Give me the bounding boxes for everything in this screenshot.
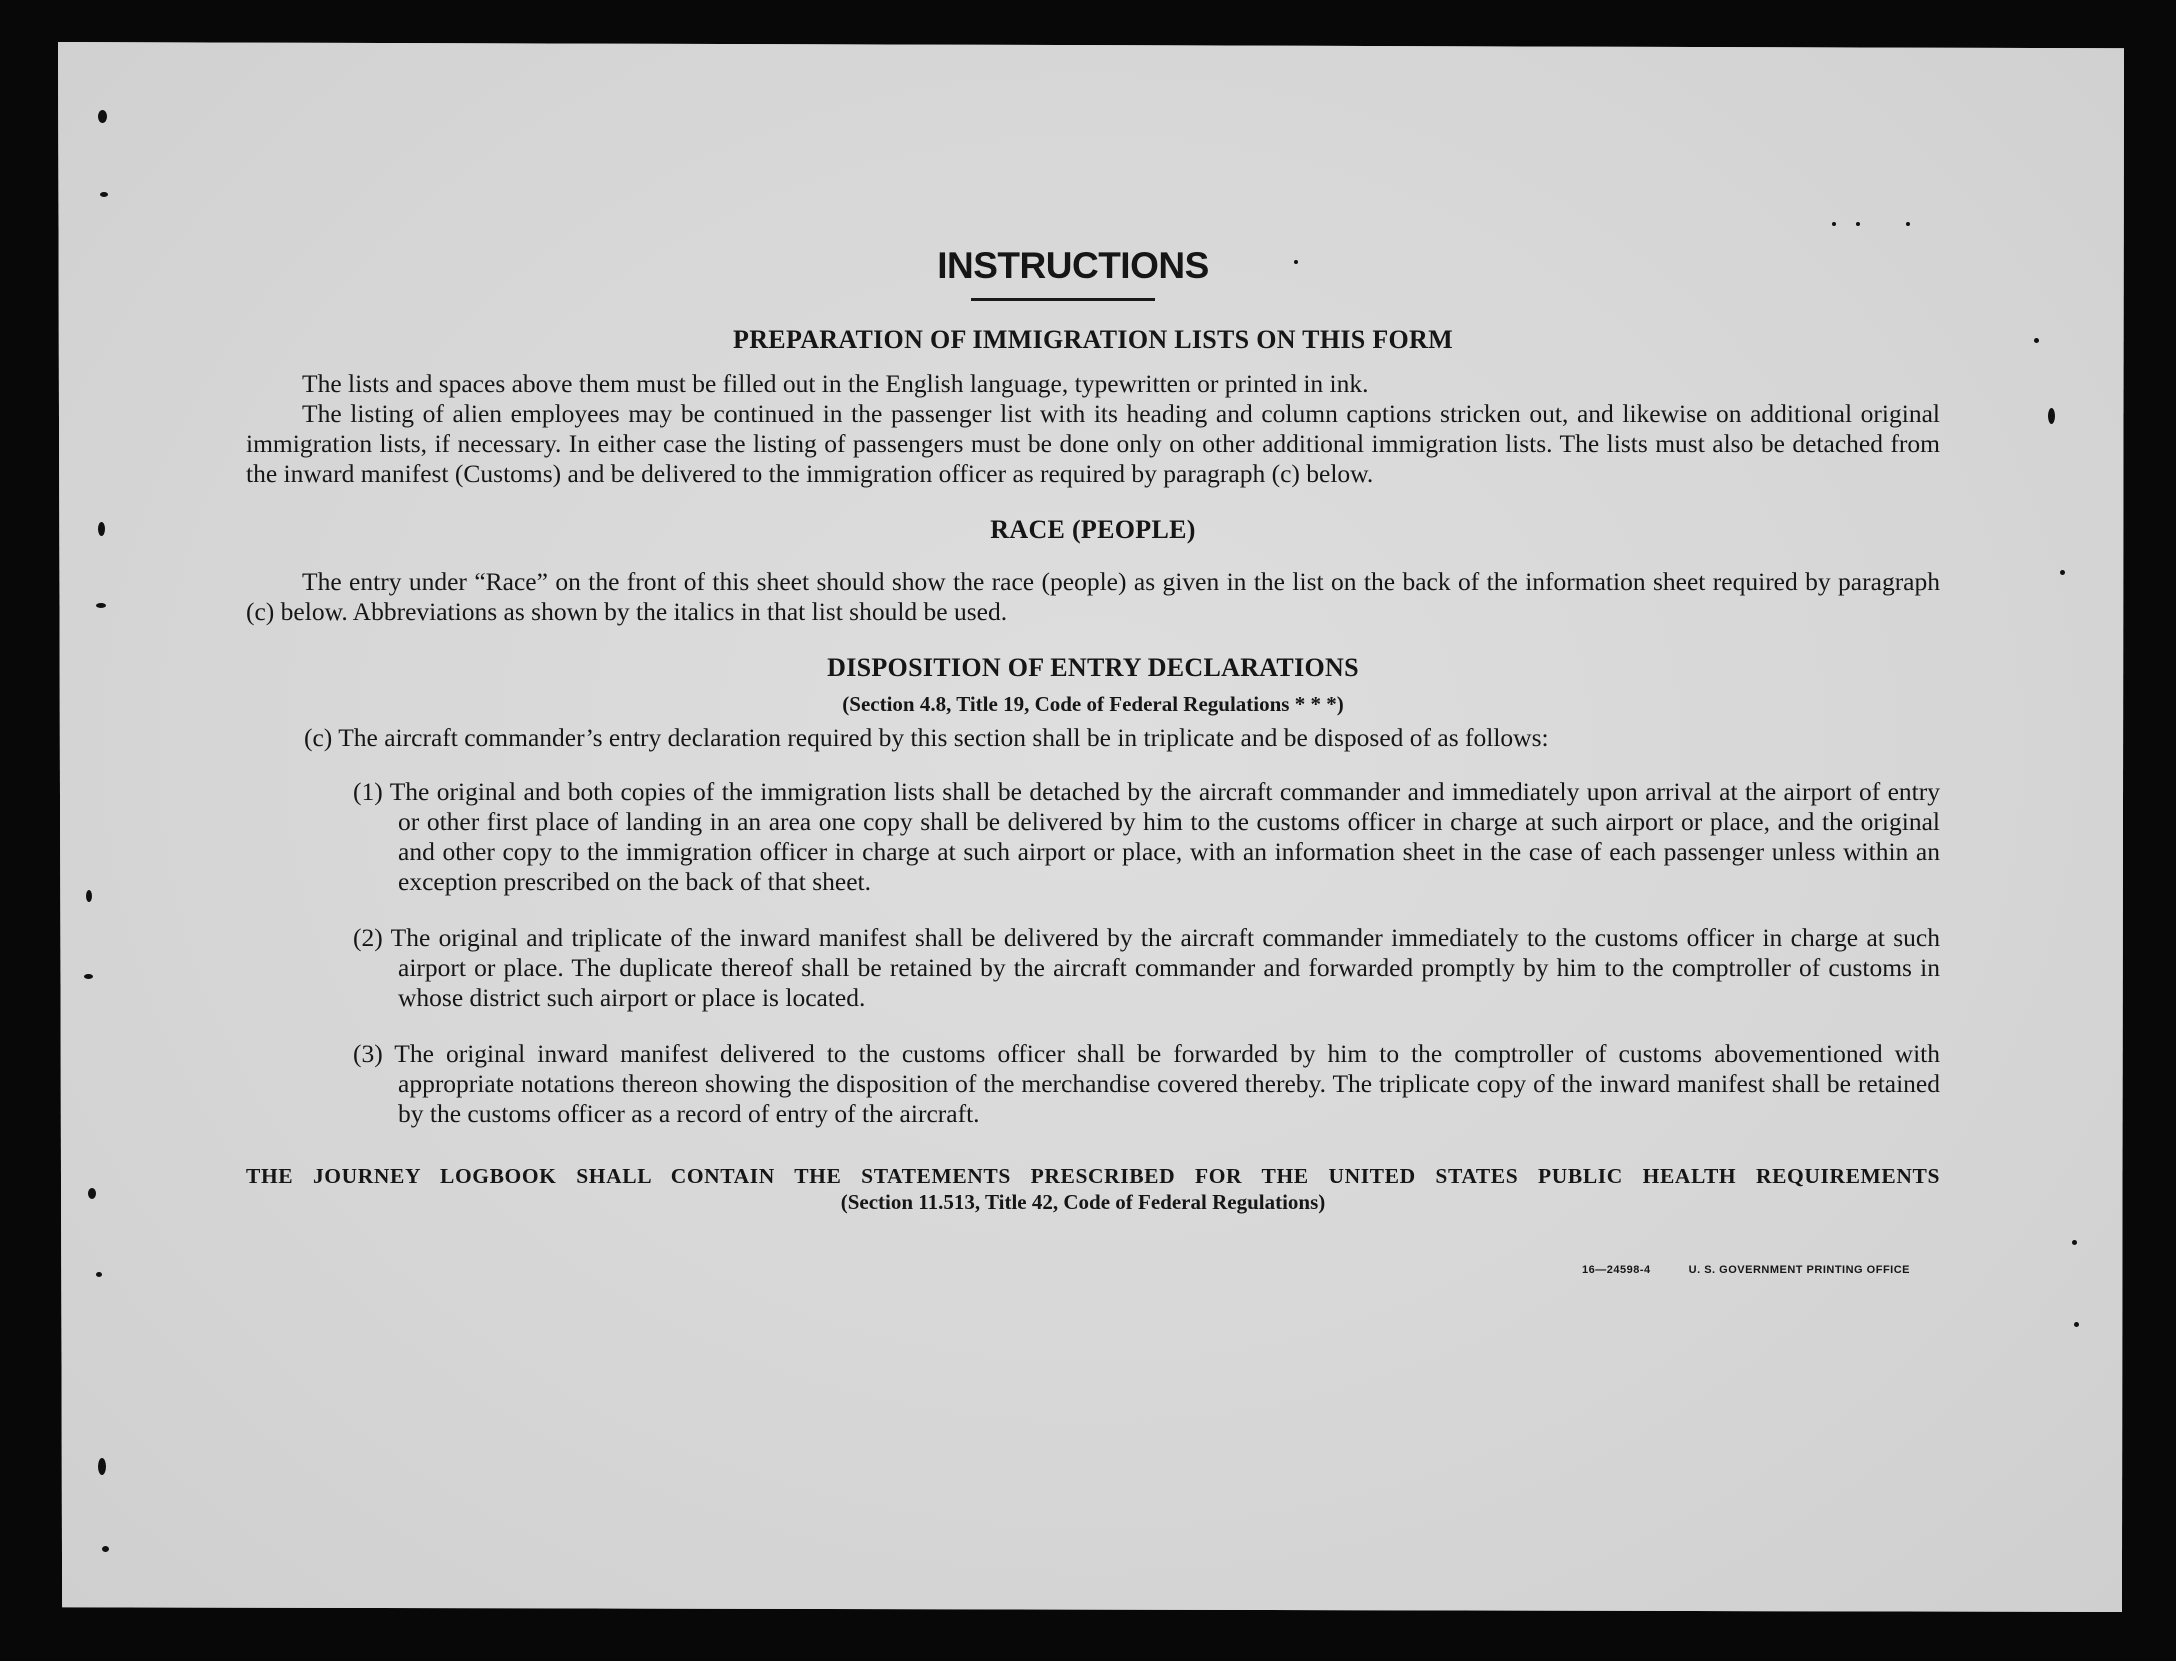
form-number: 16—24598-4 — [1582, 1264, 1651, 1276]
scan-speck — [98, 1458, 106, 1475]
preparation-paragraph: The listing of alien employees may be continued in the passenger list with its heading and column captions stricken out, and likewise on additional original immigration lists, if necessary. In either case the listing of passengers must be done only on other additional immigration lists. The lists must also be detached from the inward manifest (Customs) and be delivered to the immigration officer as required by paragraph (c) below. — [246, 399, 1940, 488]
scan-speck — [98, 110, 107, 123]
logbook-citation: (Section 11.513, Title 42, Code of Federal Regulations) — [840, 1190, 1326, 1214]
printer-imprint — [246, 1255, 1940, 1285]
scan-speck — [1906, 222, 1910, 226]
scan-speck — [2074, 1322, 2079, 1327]
scan-speck — [102, 1546, 109, 1552]
preparation-heading: PREPARATION OF IMMIGRATION LISTS ON THIS FORM — [733, 325, 1453, 354]
disposition-item: (1) The original and both copies of the immigration lists shall be detached by the aircraft commander and immediately upon arrival at the airport of entry or other first place of landing in an area one copy shall be delivered by him to the customs officer in charge at such airport or place, and the original and other copy to the immigration officer in charge at such airport or place, with an information sheet in the case of each passenger unless within an exception prescribed on the back of that sheet. — [353, 777, 1940, 896]
scan-speck — [2072, 1240, 2077, 1245]
disposition-item: (2) The original and triplicate of the inward manifest shall be delivered by the aircraft commander immediately to the customs officer in charge at such airport or place. The duplicate thereof shall be retained by the aircraft commander and forwarded promptly by him to the comptroller of customs in whose district such airport or place is located. — [353, 923, 1940, 1012]
disposition-intro: (c) The aircraft commander’s entry declaration required by this section shall be in triplicate and be disposed of as follows: — [304, 723, 1549, 752]
scan-speck — [100, 192, 108, 197]
logbook-statement: THE JOURNEY LOGBOOK SHALL CONTAIN THE STATEMENTS PRESCRIBED FOR THE UNITED STATES PUBLIC HEALTH REQUIREMENTS — [246, 1164, 1940, 1188]
scan-speck — [86, 890, 92, 902]
document-title: INSTRUCTIONS — [937, 245, 1209, 286]
instructions-document — [246, 244, 1940, 1285]
scan-speck — [2048, 408, 2055, 424]
scan-speck — [1856, 222, 1860, 226]
scan-speck — [98, 522, 105, 536]
scan-speck — [84, 974, 93, 979]
title-underline — [971, 298, 1155, 301]
disposition-heading: DISPOSITION OF ENTRY DECLARATIONS — [827, 653, 1359, 682]
scan-speck — [1832, 222, 1836, 226]
printer-name: U. S. GOVERNMENT PRINTING OFFICE — [1688, 1264, 1910, 1276]
scan-speck — [2060, 570, 2065, 575]
scan-speck — [2034, 338, 2039, 343]
race-paragraph: The entry under “Race” on the front of this sheet should show the race (people) as given in the list on the back of the information sheet required by paragraph (c) below. Abbreviations as shown by the italics in that list should be used. — [246, 567, 1940, 626]
scan-speck — [96, 603, 106, 608]
scan-speck — [96, 1272, 102, 1277]
race-heading: RACE (PEOPLE) — [990, 515, 1196, 544]
scan-speck — [88, 1188, 96, 1199]
disposition-item: (3) The original inward manifest delivered to the customs officer shall be forwarded by him to the comptroller of customs abovementioned with appropriate notations thereon showing the disposition of the merchandise covered thereby. The triplicate copy of the inward manifest shall be retained by the customs officer as a record of entry of the aircraft. — [353, 1039, 1940, 1128]
disposition-citation: (Section 4.8, Title 19, Code of Federal Regulations * * *) — [842, 692, 1344, 716]
preparation-paragraph: The lists and spaces above them must be filled out in the English language, typewritten or printed in ink. — [302, 369, 1369, 398]
